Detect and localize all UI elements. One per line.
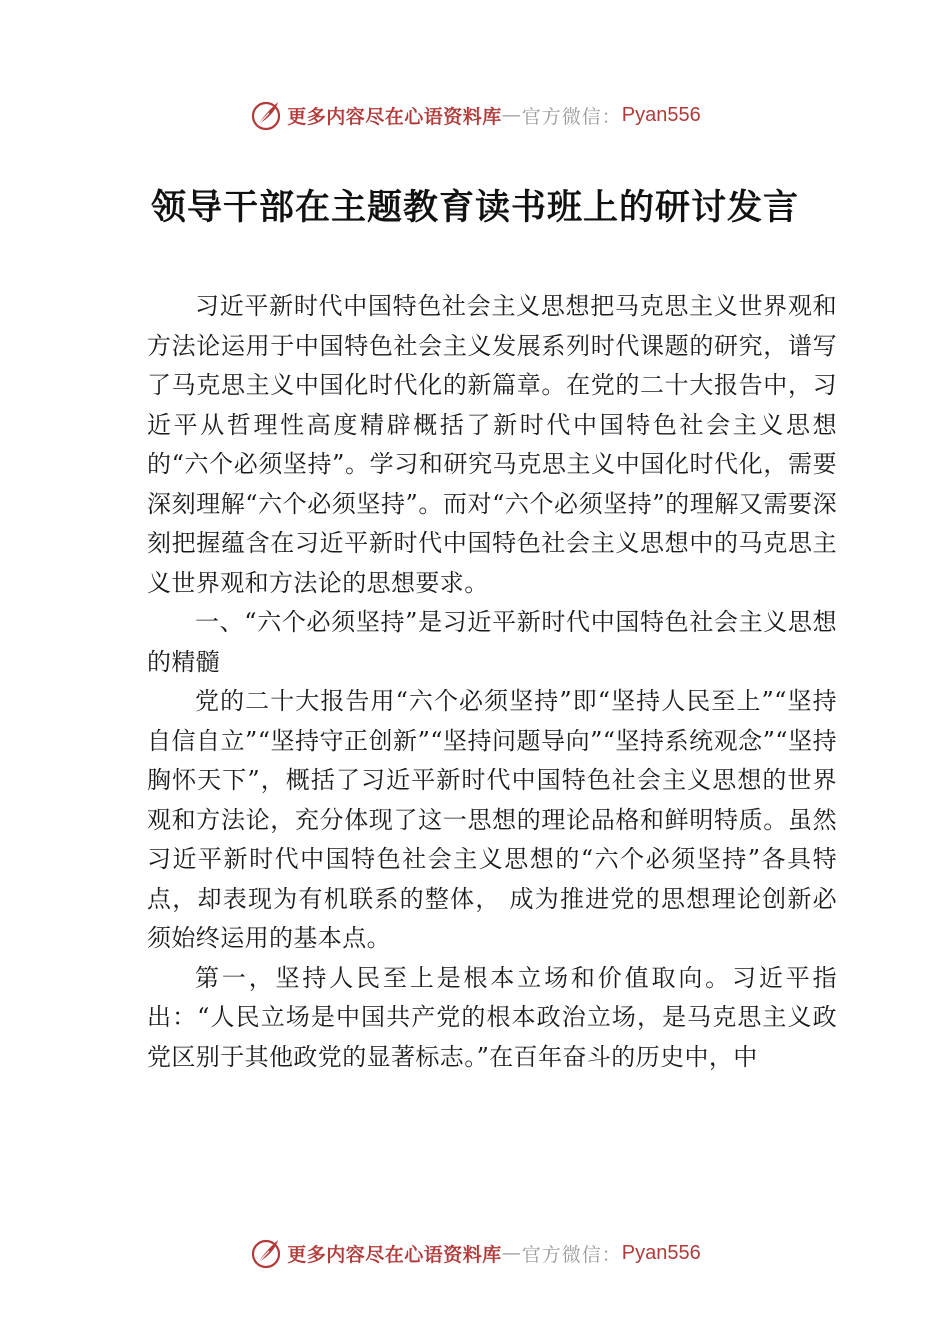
banner-text: 更多内容尽在心语资料库 (287, 1243, 502, 1266)
banner-wechat-id: Pyan556 (621, 1241, 701, 1264)
document-body (147, 287, 837, 1077)
quill-pen-circle-icon (249, 1236, 283, 1270)
paragraph: 第一，坚持人民至上是根本立场和价值取向。习近平指出：“人民立场是中国共产党的根本政治立场，是马克思主义政党区别于其他政党的显著标志。”在百年奋斗的历史中，中 (147, 963, 837, 1071)
header-banner (0, 95, 950, 135)
banner-wechat-label: 官方微信： (521, 1243, 622, 1266)
paragraph: 党的二十大报告用“六个必须坚持”即“坚持人民至上”“坚持自信自立”“坚持守正创新”“坚持问题导向”“坚持系统观念”“坚持胸怀天下”，概括了习近平新时代中国特色社会主义思想的世界观和方法论，充分体现了这一思想的理论品格和鲜明特质。虽然习近平新时代中国特色社会主义思想的“六个必须坚持”各具特点，却表现为有机联系的整体， 成为推进党的思想理论创新必须始终运用的基本点。 (147, 687, 837, 952)
section-heading: 一、“六个必须坚持”是习近平新时代中国特色社会主义思想的精髓 (147, 608, 837, 676)
paragraph: 习近平新时代中国特色社会主义思想把马克思主义世界观和方法论运用于中国特色社会主义发展系列时代课题的研究，谱写了马克思主义中国化时代化的新篇章。在党的二十大报告中，习近平从哲理性高度精辟概括了新时代中国特色社会主义思想的“六个必须坚持”。学习和研究马克思主义中国化时代化，需要深刻理解“六个必须坚持”。而对“六个必须坚持”的理解又需要深刻把握蕴含在习近平新时代中国特色社会主义思想中的马克思主义世界观和方法论的思想要求。 (147, 292, 837, 597)
quill-pen-circle-icon (249, 98, 283, 132)
banner-separator: — (501, 104, 522, 126)
document-title: 领导干部在主题教育读书班上的研讨发言 (150, 187, 799, 228)
banner-separator: — (501, 1242, 522, 1264)
banner-wechat-id: Pyan556 (621, 103, 701, 126)
banner-wechat-label: 官方微信： (521, 105, 622, 128)
footer-banner (0, 1233, 950, 1273)
banner-text: 更多内容尽在心语资料库 (287, 105, 502, 128)
